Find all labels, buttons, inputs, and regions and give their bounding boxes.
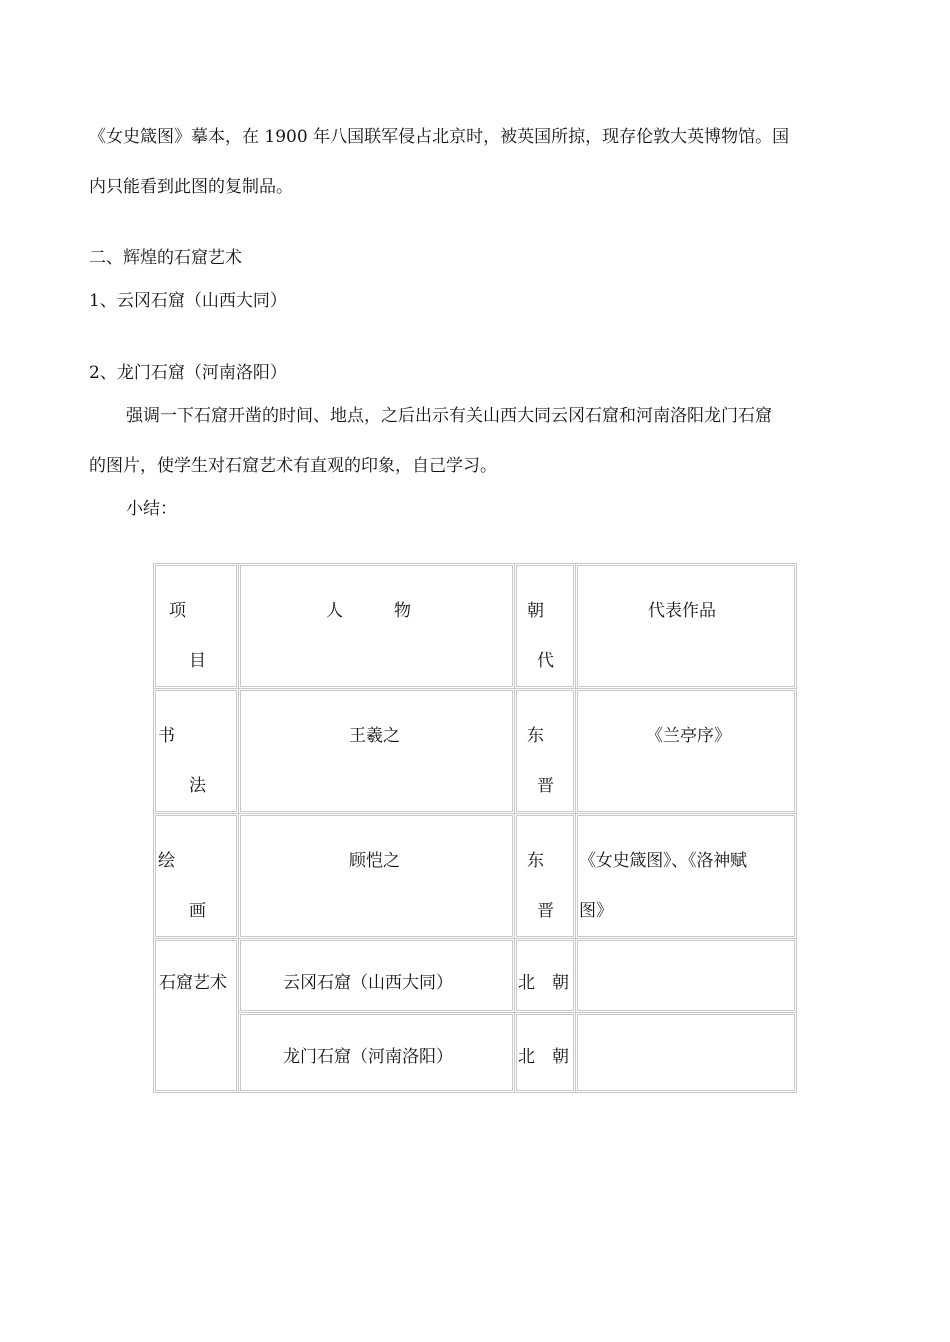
table-cell — [153, 688, 239, 814]
table-cell — [238, 813, 515, 939]
person-name: 顾恺之 — [349, 851, 400, 871]
category-char2: 画 — [189, 901, 206, 921]
table-cell — [514, 813, 576, 939]
dynasty-char1: 东 — [527, 726, 544, 746]
work-title-continued: 图》 — [579, 901, 613, 921]
table-cell — [575, 1012, 797, 1093]
dynasty: 北 朝 — [518, 973, 569, 993]
paragraph-line: 强调一下石窟开凿的时间、地点，之后出示有关山西大同云冈石窟和河南洛阳龙门石窟 — [126, 406, 772, 426]
category-char1: 书 — [158, 726, 175, 746]
paragraph-line: 内只能看到此图的复制品。 — [89, 177, 293, 197]
table-cell — [575, 688, 797, 814]
site-name: 龙门石窟（河南洛阳） — [283, 1047, 453, 1067]
summary-label: 小结： — [126, 499, 177, 519]
table-header-cell — [153, 563, 239, 689]
category-char2: 法 — [189, 776, 206, 796]
table-cell — [514, 938, 576, 1013]
section-heading: 二、辉煌的石窟艺术 — [89, 248, 242, 268]
table-cell — [514, 688, 576, 814]
paragraph-line: 《女史箴图》摹本，在 1900 年八国联军侵占北京时，被英国所掠，现存伦敦大英博物馆。国 — [89, 127, 790, 147]
table-cell — [575, 938, 797, 1013]
header-item-char1: 项 — [169, 601, 186, 621]
paragraph-line: 的图片，使学生对石窟艺术有直观的印象，自己学习。 — [89, 456, 497, 476]
table-cell — [153, 813, 239, 939]
header-works: 代表作品 — [648, 601, 716, 621]
header-dynasty-char1: 朝 — [527, 601, 544, 621]
category-char1: 绘 — [158, 851, 175, 871]
dynasty-char2: 晋 — [537, 901, 554, 921]
table-cell — [153, 938, 239, 1093]
dynasty-char2: 晋 — [537, 776, 554, 796]
table-cell — [238, 938, 515, 1013]
table-header-cell — [514, 563, 576, 689]
table-cell — [238, 688, 515, 814]
header-item-char2: 目 — [189, 651, 206, 671]
table-cell — [514, 1012, 576, 1093]
table-header-cell — [575, 563, 797, 689]
header-dynasty-char2: 代 — [537, 651, 554, 671]
table-cell — [575, 813, 797, 939]
person-name: 王羲之 — [349, 726, 400, 746]
site-name: 云冈石窟（山西大同） — [283, 973, 453, 993]
summary-table — [153, 563, 797, 1093]
list-item: 1、云冈石窟（山西大同） — [89, 291, 287, 311]
table-header-cell — [238, 563, 515, 689]
dynasty-char1: 东 — [527, 851, 544, 871]
header-person: 人 物 — [326, 601, 411, 621]
dynasty: 北 朝 — [518, 1047, 569, 1067]
list-item: 2、龙门石窟（河南洛阳） — [89, 363, 287, 383]
work-title: 《女史箴图》、《洛神赋 — [579, 851, 747, 871]
work-title: 《兰亭序》 — [646, 726, 731, 746]
category-label: 石窟艺术 — [159, 973, 227, 993]
table-cell — [238, 1012, 515, 1093]
